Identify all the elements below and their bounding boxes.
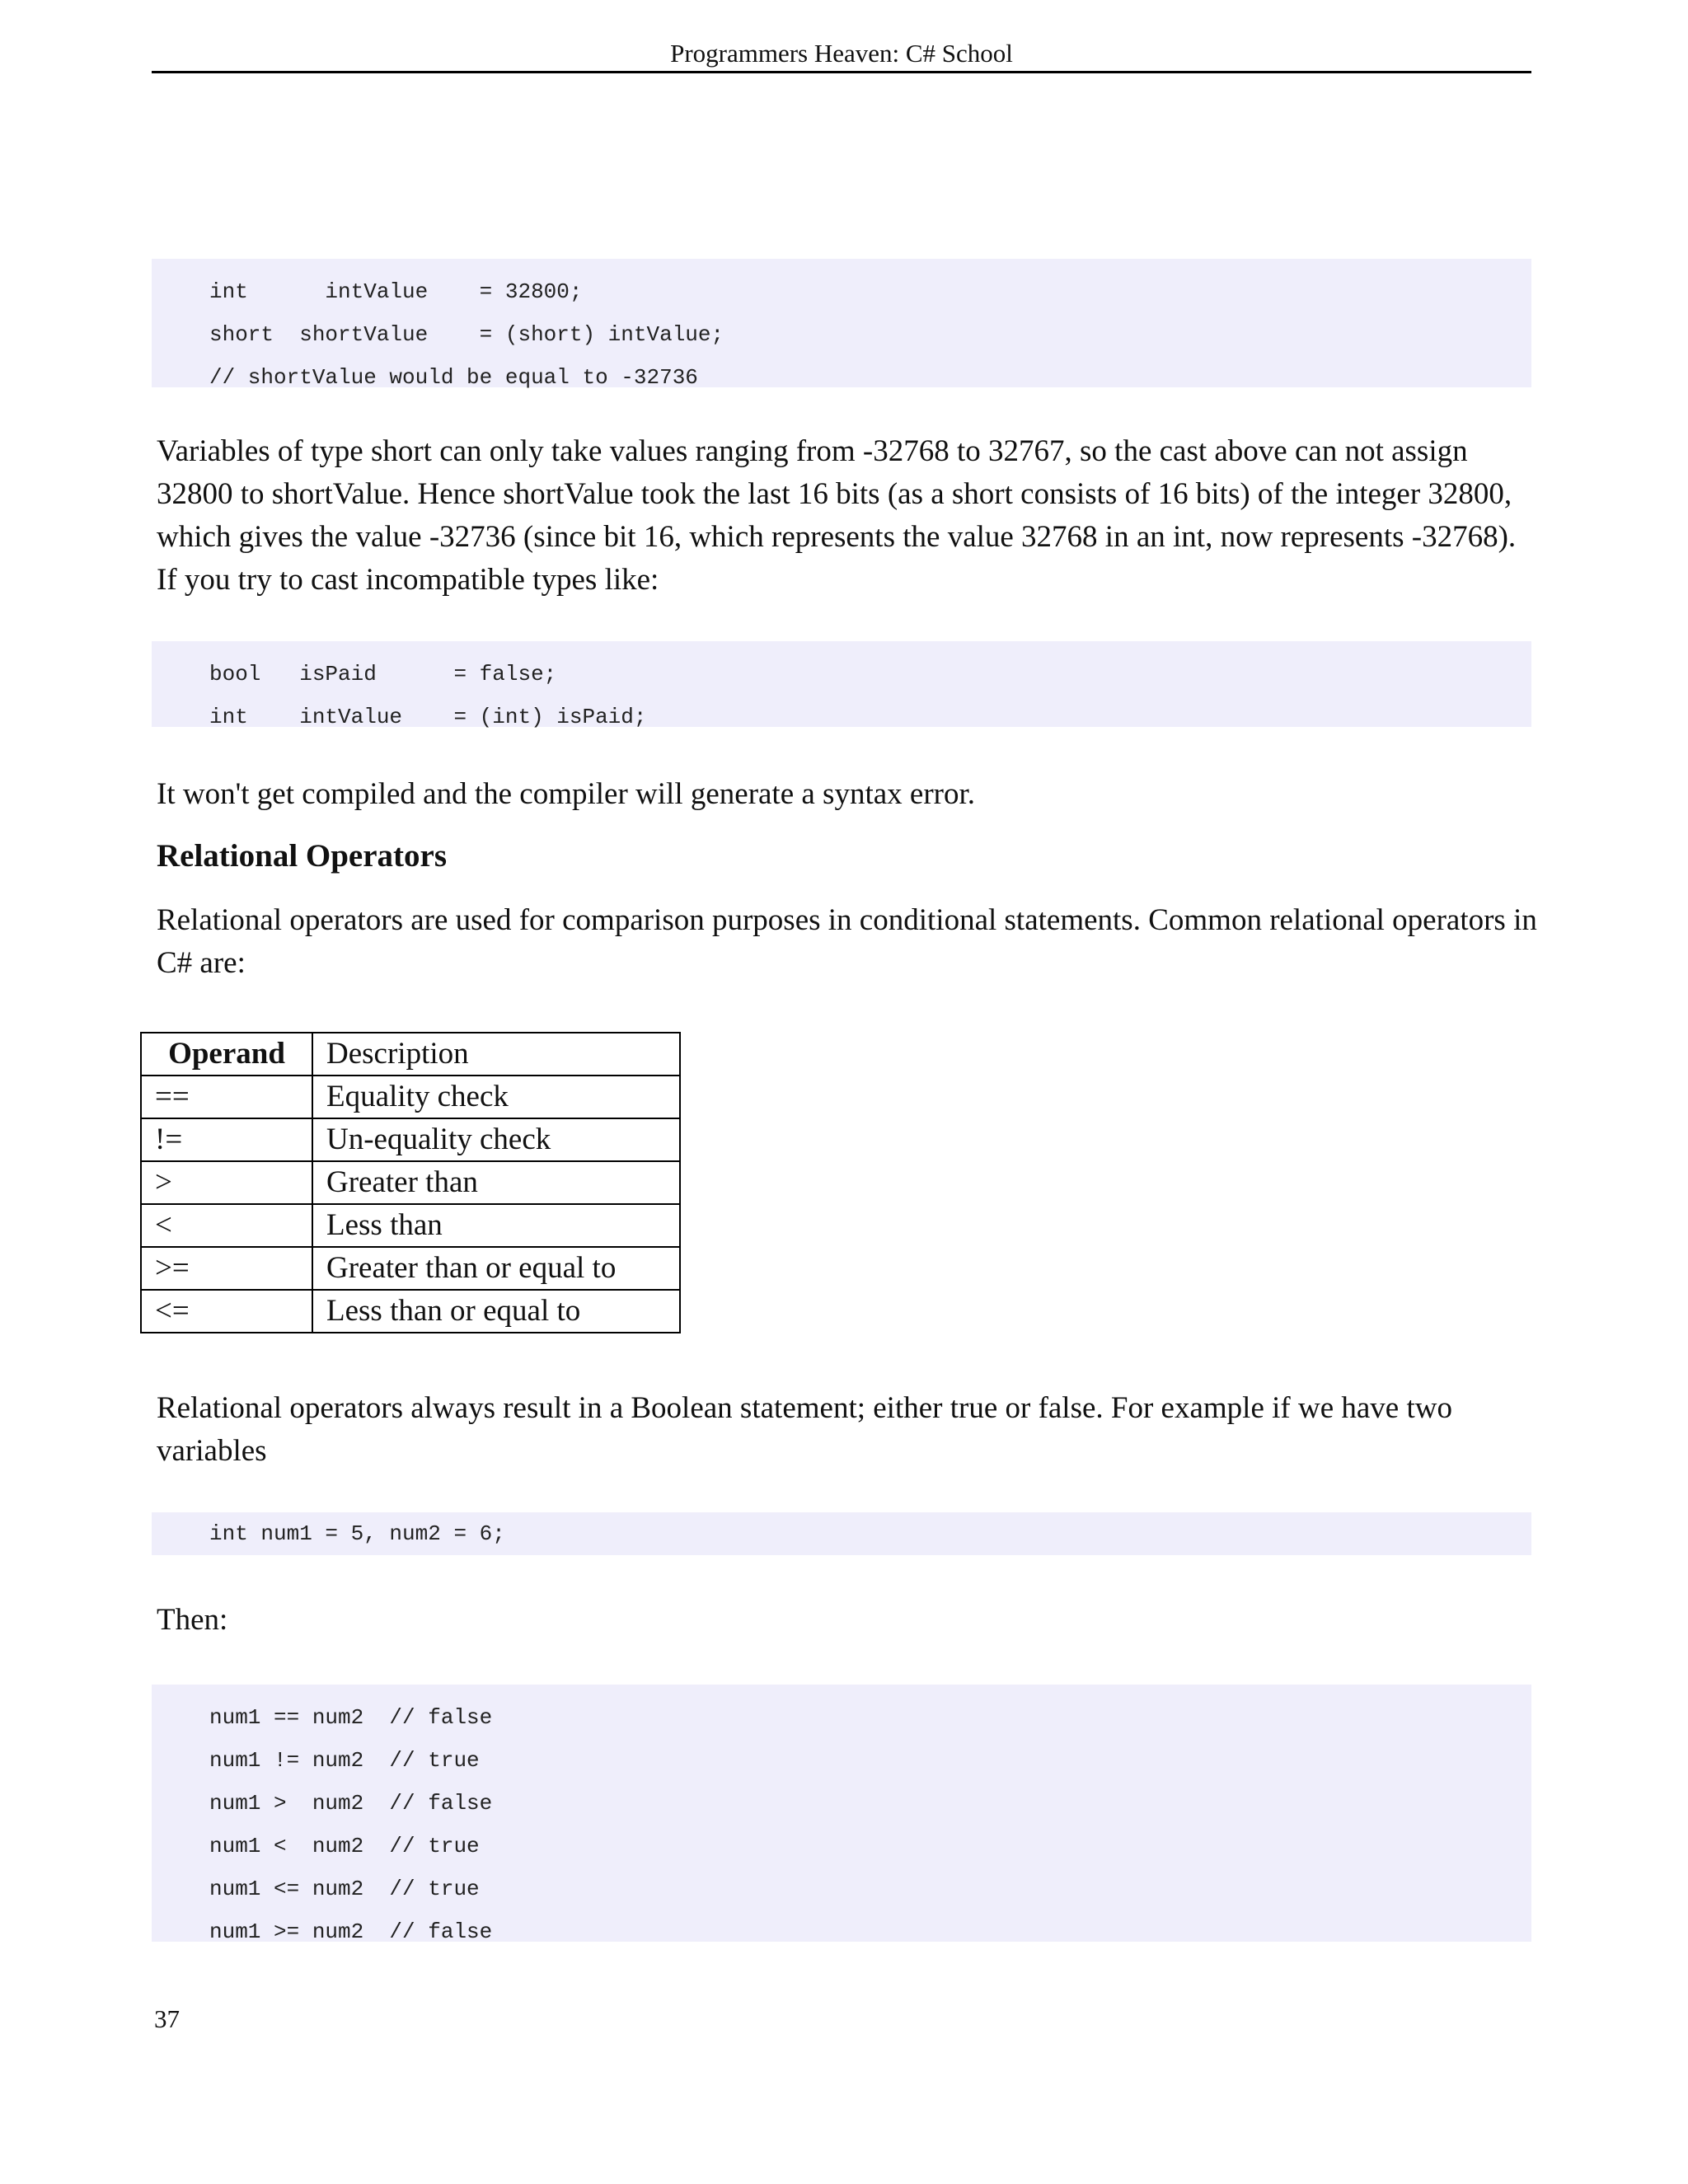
operand-cell: != xyxy=(141,1118,312,1161)
table-row xyxy=(141,1161,680,1204)
paragraph-compile-error: It won't get compiled and the compiler will generate a syntax error. xyxy=(157,777,976,811)
table-row xyxy=(141,1118,680,1161)
operand-cell: < xyxy=(141,1204,312,1247)
description-cell: Greater than or equal to xyxy=(312,1247,680,1290)
table-row xyxy=(141,1290,680,1333)
operand-cell: > xyxy=(141,1161,312,1204)
code-line: num1 < num2 // true xyxy=(209,1834,480,1858)
table-row xyxy=(141,1247,680,1290)
code-block-cast xyxy=(152,259,1531,390)
code-line: num1 <= num2 // true xyxy=(209,1877,480,1901)
code-line: int num1 = 5, num2 = 6; xyxy=(209,1521,505,1546)
code-line: num1 > num2 // false xyxy=(209,1791,493,1816)
page-number: 37 xyxy=(154,2004,180,2033)
description-cell: Less than or equal to xyxy=(312,1290,680,1333)
code-line: int intValue = (int) isPaid; xyxy=(209,705,647,729)
operator-table xyxy=(140,1032,681,1333)
column-header-operand: Operand xyxy=(141,1033,312,1076)
code-line: // shortValue would be equal to -32736 xyxy=(209,365,698,390)
description-cell: Less than xyxy=(312,1204,680,1247)
operand-cell: == xyxy=(141,1076,312,1118)
code-block-comparisons xyxy=(152,1685,1531,1942)
paragraph-cast-explanation: Variables of type short can only take values ranging from -32768 to 32767, so the cast above can not assign 32800 to shortValue. Hence shortValue took the last 16 bits (as a short consists of 16 bits) of the integer 32800, which gives the value -32736 (since bit 16, which represents the value 32768 in an int, now represents -32768). If you try to cast incompatible types like: xyxy=(157,434,1517,597)
code-line: num1 != num2 // true xyxy=(209,1748,480,1773)
table-row xyxy=(141,1204,680,1247)
description-cell: Greater than xyxy=(312,1161,680,1204)
code-line: num1 >= num2 // false xyxy=(209,1919,493,1944)
description-cell: Un-equality check xyxy=(312,1118,680,1161)
code-line: bool isPaid = false; xyxy=(209,662,557,687)
section-heading: Relational Operators xyxy=(157,838,448,874)
description-cell: Equality check xyxy=(312,1076,680,1118)
table-row xyxy=(141,1076,680,1118)
paragraph-then: Then: xyxy=(157,1603,228,1637)
operand-cell: <= xyxy=(141,1290,312,1333)
code-block-incompatible-cast xyxy=(152,641,1531,727)
code-line: short shortValue = (short) intValue; xyxy=(209,322,724,347)
code-line: int intValue = 32800; xyxy=(209,279,583,304)
operand-cell: >= xyxy=(141,1247,312,1290)
code-block-declare-vars xyxy=(152,1512,1531,1555)
running-header: Programmers Heaven: C# School xyxy=(152,36,1531,73)
code-line: num1 == num2 // false xyxy=(209,1705,493,1730)
paragraph-boolean-result: Relational operators always result in a Boolean statement; either true or false. For example if we have two variables xyxy=(157,1391,1452,1468)
column-header-description: Description xyxy=(312,1033,680,1076)
table-header-row xyxy=(141,1033,680,1076)
paragraph-relational-intro: Relational operators are used for comparison purposes in conditional statements. Common relational operators in C# are: xyxy=(157,903,1537,980)
